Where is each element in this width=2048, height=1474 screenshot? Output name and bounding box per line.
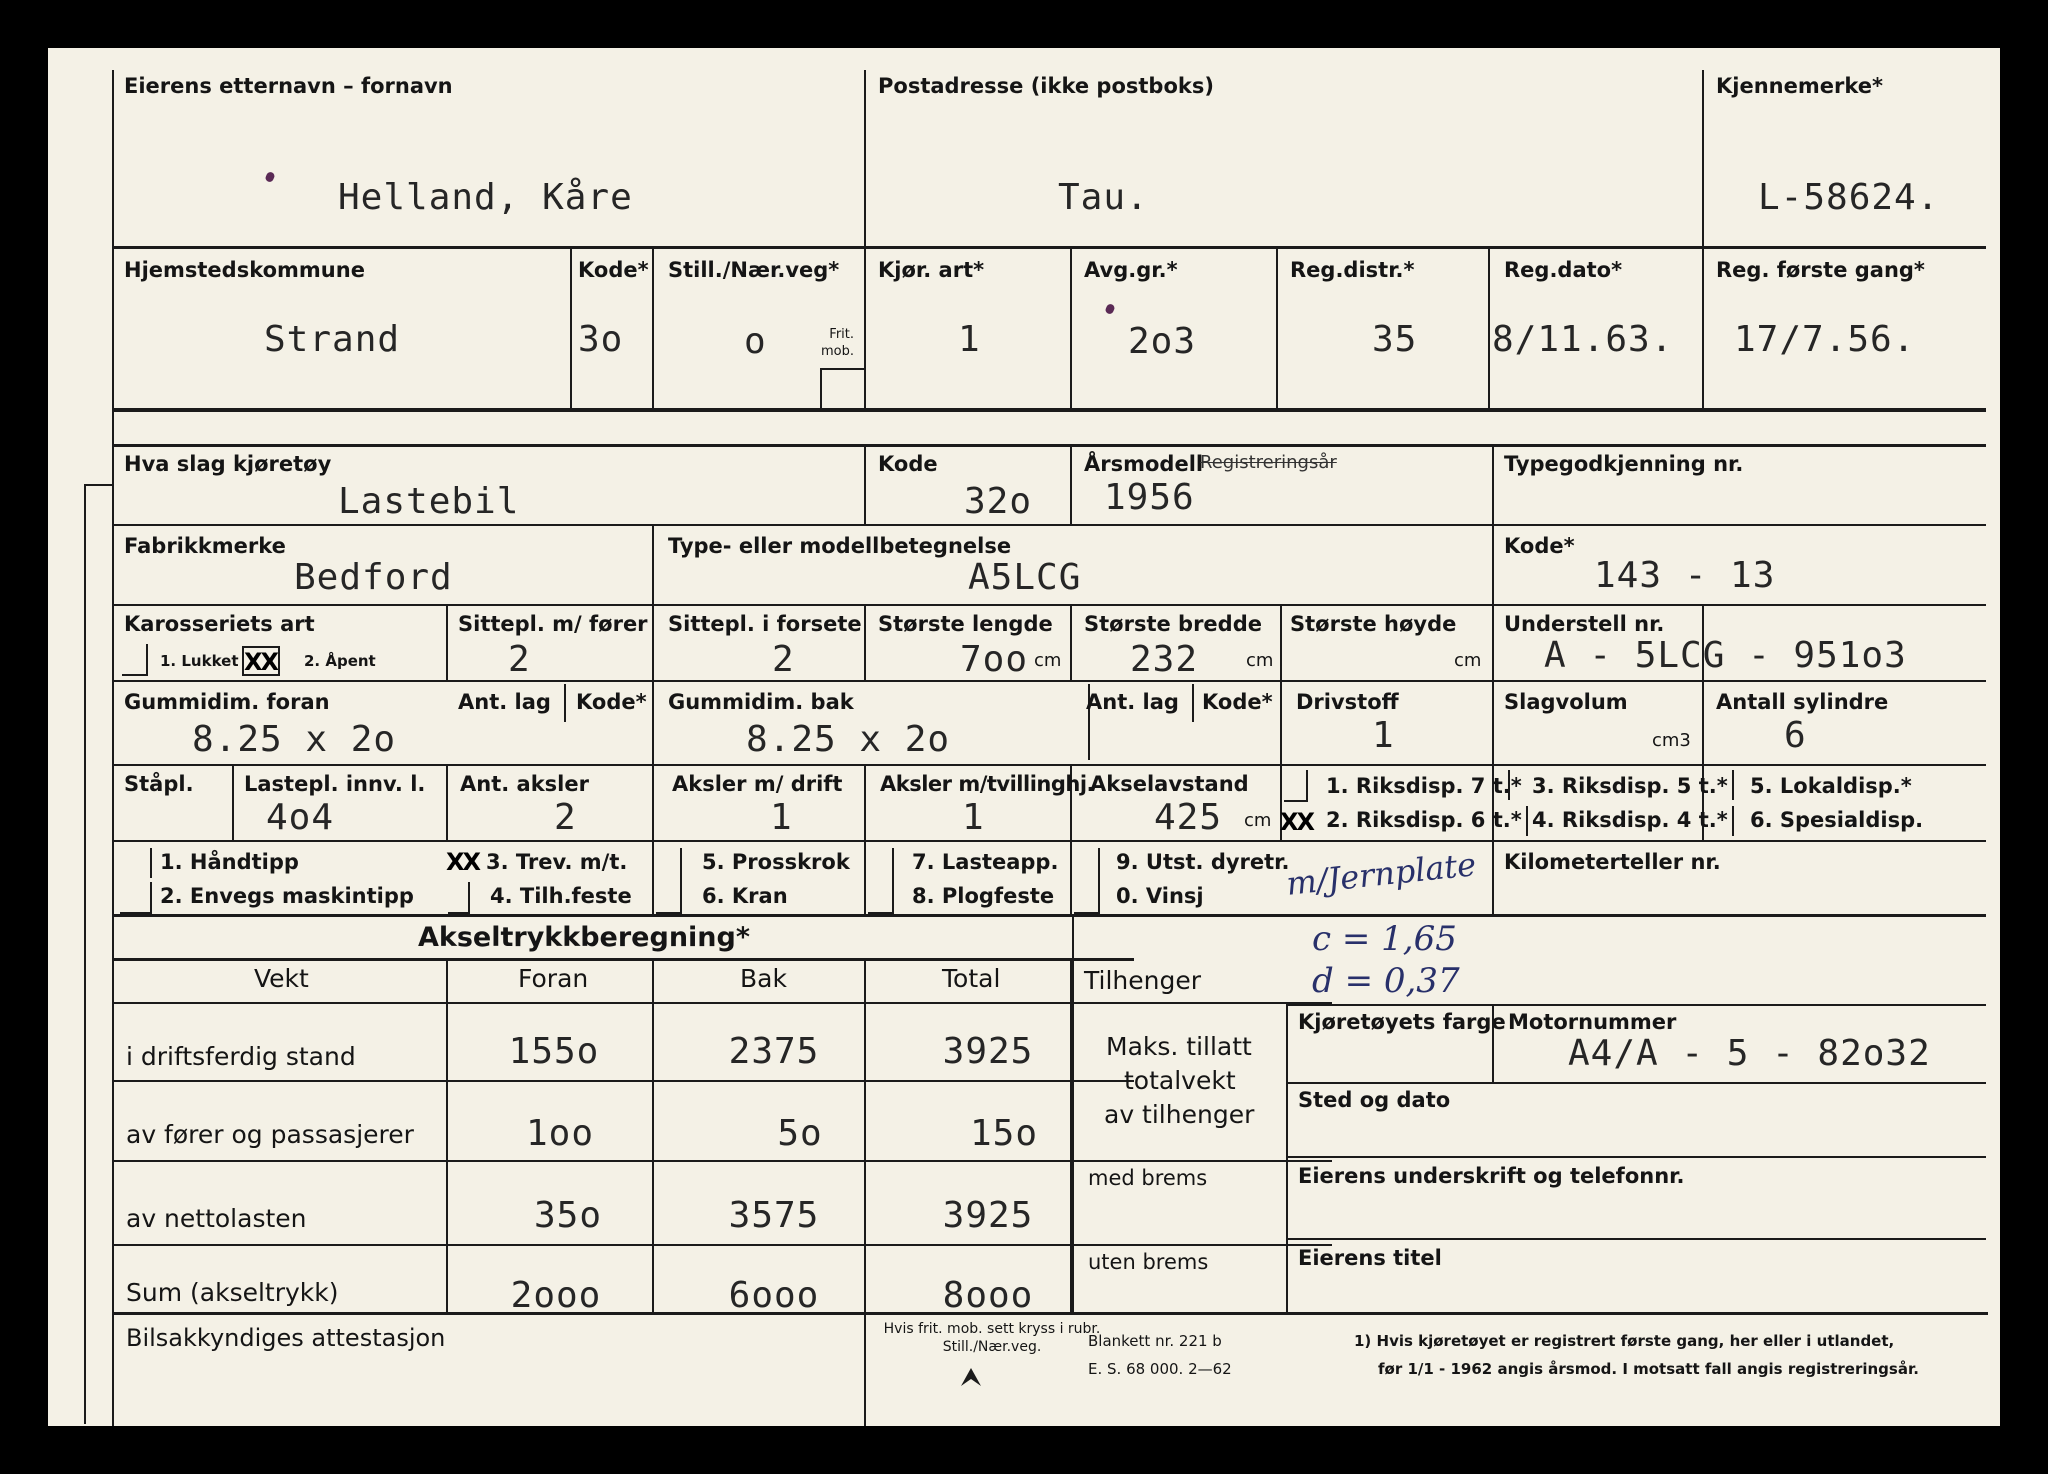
owner-name-label: Eierens etternavn – fornavn (124, 74, 453, 98)
axle-row-total: 15o (969, 1113, 1039, 1154)
frit-mob-label: Frit. mob. (820, 327, 854, 359)
vehicle-kode-value: 32o (964, 481, 1033, 522)
footer-note-2: før 1/1 - 1962 angis årsmod. I motsatt fall angis registreringsår. (1378, 1360, 1919, 1378)
attest-label: Bilsakkyndiges attestasjon (126, 1324, 446, 1352)
motor-value: A4/A - 5 - 82o32 (1568, 1033, 1931, 1074)
vehicle-type-label: Hva slag kjøretøy (124, 452, 332, 476)
kode-label: Kode* (578, 258, 649, 282)
kode2-value: 143 - 13 (1594, 555, 1776, 596)
axle-row-label: av nettolasten (126, 1204, 307, 1233)
equip-checkbox-2[interactable] (120, 882, 152, 914)
tyre-rear-value: 8.25 x 2o (746, 719, 951, 760)
ink-mark (1104, 303, 1115, 315)
avg-gr-label: Avg.gr.* (1084, 258, 1178, 282)
height-label: Største høyde (1290, 612, 1457, 636)
signature-label: Eierens underskrift og telefonnr. (1298, 1164, 1685, 1188)
equip8: 8. Plogfeste (912, 884, 1055, 908)
axle-row-label: i driftsferdig stand (126, 1042, 356, 1071)
med-brems-label: med brems (1088, 1166, 1208, 1190)
equip7: 7. Lasteapp. (912, 850, 1059, 874)
attest-note: Hvis frit. mob. sett kryss i rubr. Still./Nær.veg. (883, 1321, 1101, 1355)
tyre-front-label: Gummidim. foran (124, 690, 330, 714)
kjor-art-label: Kjør. art* (878, 258, 985, 282)
reg-forste-value: 17/7.56. (1734, 319, 1916, 360)
akselavstand-unit: cm (1244, 810, 1272, 831)
address-value: Tau. (1058, 177, 1149, 218)
trailer-max-2: totalvekt (1124, 1066, 1236, 1095)
equip-checkbox-90[interactable] (1074, 848, 1100, 914)
fuel-value: 1 (1372, 715, 1395, 756)
motor-label: Motornummer (1508, 1010, 1677, 1034)
model-value: A5LCG (968, 557, 1082, 598)
axle-row-bak: 3575 (728, 1195, 820, 1236)
model-label: Type- eller modellbetegnelse (668, 534, 1012, 558)
tyre-front-value: 8.25 x 2o (192, 719, 397, 760)
cylinders-value: 6 (1784, 715, 1807, 756)
spesialdisp: 6. Spesialdisp. (1750, 808, 1924, 832)
length-label: Største lengde (878, 612, 1053, 636)
axle-row-total: 8ooo (942, 1275, 1034, 1316)
axle-header-foran: Foran (518, 964, 589, 993)
ant-lag-label: Ant. lag (458, 690, 551, 714)
seats-front-value: 2 (772, 639, 795, 680)
length-unit: cm (1034, 650, 1062, 671)
reg-mark-label: Kjennemerke* (1716, 74, 1883, 98)
municipality-value: Strand (264, 319, 401, 360)
reg-distr-value: 35 (1372, 319, 1418, 360)
riksdisp1-checkbox[interactable] (1284, 770, 1308, 802)
registration-card (48, 48, 2000, 1426)
reg-distr-label: Reg.distr.* (1290, 258, 1415, 282)
reg-forste-label: Reg. første gang* (1716, 258, 1925, 282)
akselavstand-value: 425 (1154, 797, 1223, 838)
riksdisp4: 4. Riksdisp. 4 t.* (1532, 808, 1728, 832)
kode3-rear-label: Kode* (1202, 690, 1273, 714)
riksdisp1: 1. Riksdisp. 7 t.* (1326, 774, 1522, 798)
axle-header-total: Total (942, 964, 1001, 993)
vehicle-type-value: Lastebil (338, 481, 520, 522)
riksdisp2: 2. Riksdisp. 6 t.* (1326, 808, 1522, 832)
lokal-checkbox[interactable] (1732, 770, 1734, 800)
axle-row-bak: 2375 (728, 1031, 820, 1072)
ant-lag-rear-label: Ant. lag (1086, 690, 1179, 714)
length-value: 7oo (960, 639, 1029, 680)
trailer-max-1: Maks. tillatt (1106, 1032, 1252, 1061)
municipality-label: Hjemstedskommune (124, 258, 365, 282)
riksdisp3-checkbox[interactable] (1508, 770, 1510, 800)
equip-checkbox-1[interactable] (120, 848, 152, 878)
trailer-header: Tilhenger (1084, 966, 1201, 995)
riksdisp-xx-mark: XX (1280, 808, 1314, 836)
kode3-label: Kode* (576, 690, 647, 714)
drift-value: 1 (770, 797, 793, 838)
cylinders-label: Antall sylindre (1716, 690, 1889, 714)
slagvolum-label: Slagvolum (1504, 690, 1628, 714)
still-label: Still./Nær.veg* (668, 258, 840, 282)
riksdisp3: 3. Riksdisp. 5 t.* (1532, 774, 1728, 798)
equip1: 1. Håndtipp (160, 850, 299, 874)
reg-dato-label: Reg.dato* (1504, 258, 1623, 282)
seats-driver-value: 2 (508, 639, 531, 680)
ant-aksler-label: Ant. aksler (460, 772, 589, 796)
reg-mark-value: L-58624. (1758, 177, 1940, 218)
typegodkjenning-label: Typegodkjenning nr. (1504, 452, 1744, 476)
tvilling-label: Aksler m/tvillinghj. (880, 772, 1095, 796)
address-label: Postadresse (ikke postboks) (878, 74, 1214, 98)
kode-value: 3o (578, 319, 624, 360)
stapl-label: Ståpl. (124, 772, 194, 796)
riksdisp4-checkbox[interactable] (1508, 806, 1528, 836)
kjor-art-value: 1 (958, 319, 981, 360)
axle-row-foran: 2ooo (510, 1275, 602, 1316)
lastepl-label: Lastepl. innv. l. (244, 772, 426, 796)
seats-driver-label: Sittepl. m/ fører (458, 612, 648, 636)
equip-handwritten-note: m/Jernplate (1284, 845, 1478, 903)
kode2-label: Kode* (1504, 534, 1575, 558)
blankett-2: E. S. 68 000. 2—62 (1088, 1360, 1232, 1378)
equip4: 4. Tilh.feste (490, 884, 632, 908)
owner-title-label: Eierens titel (1298, 1246, 1442, 1270)
tvilling-value: 1 (962, 797, 985, 838)
color-label: Kjøretøyets farge (1298, 1010, 1506, 1034)
body-xx-mark: XX (244, 648, 278, 676)
blankett-1: Blankett nr. 221 b (1088, 1332, 1222, 1350)
make-value: Bedford (294, 557, 453, 598)
equip-checkbox-78[interactable] (868, 848, 894, 914)
equip-checkbox-4[interactable] (448, 882, 470, 914)
fuel-label: Drivstoff (1296, 690, 1399, 714)
chassis-label: Understell nr. (1504, 612, 1665, 636)
chassis-value: A - 5LCG - 951o3 (1544, 635, 1907, 676)
axle-row-total: 3925 (942, 1195, 1034, 1236)
width-unit: cm (1246, 650, 1274, 671)
equip-checkbox-56[interactable] (656, 848, 682, 914)
make-label: Fabrikkmerke (124, 534, 286, 558)
width-value: 232 (1130, 639, 1199, 680)
slagvolum-unit: cm3 (1652, 730, 1691, 751)
axle-row-bak: 6ooo (728, 1275, 820, 1316)
equip3: 3. Trev. m/t. (486, 850, 628, 874)
drift-label: Aksler m/ drift (672, 772, 843, 796)
spesial-checkbox[interactable] (1732, 806, 1734, 836)
axle-row-foran: 1oo (525, 1113, 595, 1154)
equip0: 0. Vinsj (1116, 884, 1204, 908)
km-label: Kilometerteller nr. (1504, 850, 1721, 874)
avg-gr-value: 2o3 (1128, 321, 1197, 362)
equip9: 9. Utst. dyretr. (1116, 850, 1290, 874)
trailer-max-3: av tilhenger (1104, 1100, 1255, 1129)
vehicle-kode-label: Kode (878, 452, 938, 476)
handwritten-d: d = 0,37 (1312, 961, 1460, 1001)
equip6: 6. Kran (702, 884, 788, 908)
owner-name-value: Helland, Kåre (338, 177, 633, 218)
axle-row-foran: 155o (508, 1031, 600, 1072)
akselavstand-label: Akselavstand (1090, 772, 1249, 796)
axle-row-total: 3925 (942, 1031, 1034, 1072)
axle-header-bak: Bak (740, 964, 787, 993)
uten-brems-label: uten brems (1088, 1250, 1209, 1274)
footer-note-1: 1) Hvis kjøretøyet er registrert første gang, her eller i utlandet, (1354, 1332, 1895, 1350)
axle-row-label: Sum (akseltrykk) (126, 1278, 339, 1307)
still-value: o (744, 321, 767, 362)
seats-front-label: Sittepl. i forsete (668, 612, 862, 636)
equip-xx-mark: XX (446, 848, 480, 876)
axle-header-vekt: Vekt (254, 964, 309, 993)
lokaldisp: 5. Lokaldisp.* (1750, 774, 1912, 798)
axle-row-foran: 35o (533, 1195, 603, 1236)
axle-row-label: av fører og passasjerer (126, 1120, 414, 1149)
body-checkbox[interactable] (122, 644, 148, 676)
body-label: Karosseriets art (124, 612, 315, 636)
height-unit: cm (1454, 650, 1482, 671)
place-label: Sted og dato (1298, 1088, 1451, 1112)
handwritten-c: c = 1,65 (1312, 919, 1457, 959)
tyre-rear-label: Gummidim. bak (668, 690, 854, 714)
width-label: Største bredde (1084, 612, 1262, 636)
registreringsar-struck: Registreringsår (1200, 452, 1337, 473)
equip2: 2. Envegs maskintipp (160, 884, 414, 908)
arsmodell-label: Årsmodell (1084, 452, 1204, 476)
axle-row-bak: 5o (777, 1113, 823, 1154)
ant-aksler-value: 2 (554, 797, 577, 838)
lastepl-value: 4o4 (266, 797, 335, 838)
body-opt1: 1. Lukket (160, 652, 239, 670)
ink-mark (264, 171, 275, 183)
arrow-up-icon (958, 1364, 984, 1388)
arsmodell-value: 1956 (1104, 477, 1195, 518)
reg-dato-value: 8/11.63. (1492, 319, 1674, 360)
body-opt2: 2. Åpent (304, 652, 376, 670)
axle-title: Akseltrykkberegning* (418, 922, 750, 953)
body-mark-box (242, 646, 280, 676)
frit-mob-checkbox[interactable] (820, 368, 866, 410)
equip5: 5. Prosskrok (702, 850, 850, 874)
